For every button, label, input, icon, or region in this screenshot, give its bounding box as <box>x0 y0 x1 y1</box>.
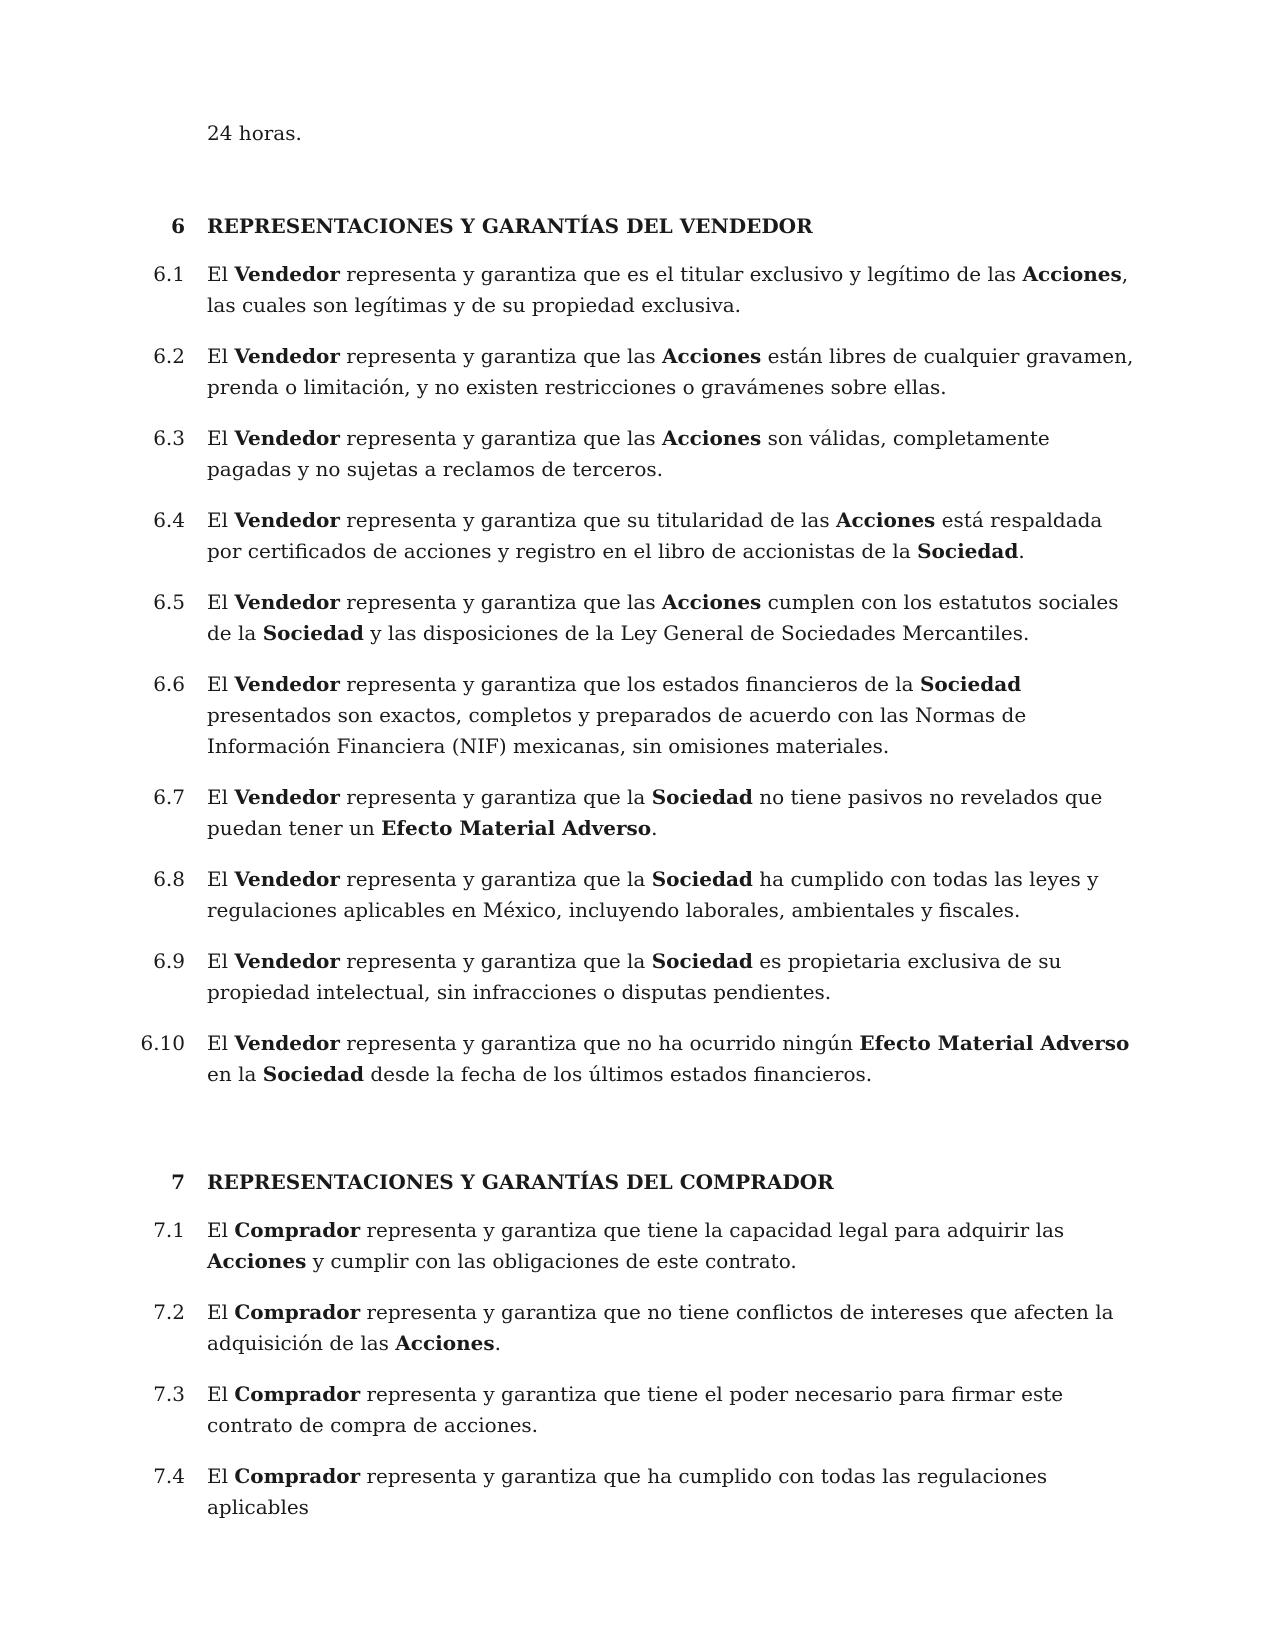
clause-text-run: El <box>207 672 235 696</box>
defined-term: Comprador <box>234 1382 361 1406</box>
clause-text-run: y cumplir con las obligaciones de este contrato. <box>306 1249 797 1273</box>
clause-text <box>207 587 1137 649</box>
clause-number: 6.1 <box>153 262 185 286</box>
defined-term: Acciones <box>661 344 762 368</box>
clause-text-run: desde la fecha de los últimos estados financieros. <box>363 1062 873 1086</box>
defined-term: Acciones <box>835 508 936 532</box>
clause-text <box>207 505 1137 567</box>
clause-text-run: son válidas, completamente pagadas y no sujetas a reclamos de terceros. <box>207 426 1050 481</box>
clause-text-run: representa y garantiza que es el titular exclusivo y legítimo de las <box>339 262 1023 286</box>
defined-term: Comprador <box>234 1300 361 1324</box>
clause-text-run: no tiene pasivos no revelados que puedan tener un <box>207 785 1103 840</box>
clause-number: 6.3 <box>153 426 185 450</box>
clause-text-run: El <box>207 785 235 809</box>
defined-term: Vendedor <box>234 672 340 696</box>
defined-term: Acciones <box>1022 262 1122 286</box>
clause-text-run: representa y garantiza que tiene el poder necesario para firmar este contrato de compra de acciones. <box>207 1382 1064 1437</box>
clause-number: 6.4 <box>153 508 185 532</box>
clause-text-run: representa y garantiza que las <box>339 590 662 614</box>
clause-text <box>207 341 1137 403</box>
clause-number: 7.1 <box>153 1218 185 1242</box>
clause-text-run: El <box>207 1464 235 1488</box>
clause-number: 7.2 <box>153 1300 185 1324</box>
clause-text-run: está respaldada por certificados de acciones y registro en el libro de accionistas de la <box>207 508 1103 563</box>
clause-text-run: El <box>207 344 235 368</box>
clause-text <box>207 1379 1137 1441</box>
defined-term: Acciones <box>207 1249 307 1273</box>
clause-number: 6.7 <box>153 785 185 809</box>
defined-term: Comprador <box>234 1218 361 1242</box>
clause-text <box>207 1215 1137 1277</box>
clause-text <box>207 669 1137 762</box>
defined-term: Vendedor <box>234 1031 340 1055</box>
section-title: REPRESENTACIONES Y GARANTÍAS DEL VENDEDOR <box>207 214 813 238</box>
clause-text-run: . <box>494 1331 501 1355</box>
clause-text-run: El <box>207 1218 235 1242</box>
clause-text-run: representa y garantiza que la <box>339 867 652 891</box>
clause-text-run: representa y garantiza que las <box>339 426 662 450</box>
clause-number: 6.8 <box>153 867 185 891</box>
clause-number: 7.4 <box>153 1464 185 1488</box>
clause-text-run: . <box>651 816 658 840</box>
clause-text <box>207 946 1137 1008</box>
defined-term: Vendedor <box>234 949 340 973</box>
clause-text-run: representa y garantiza que no ha ocurrido ningún <box>339 1031 860 1055</box>
defined-term: Comprador <box>234 1464 361 1488</box>
clause-text-run: cumplen con los estatutos sociales de la <box>207 590 1119 645</box>
clause-text <box>207 1028 1137 1090</box>
clause-text-run: representa y garantiza que la <box>339 785 652 809</box>
defined-term: Vendedor <box>234 344 340 368</box>
defined-term: Sociedad <box>917 539 1019 563</box>
clause-text-run: , las cuales son legítimas y de su propiedad exclusiva. <box>207 262 1129 317</box>
clause-text-run: representa y garantiza que tiene la capacidad legal para adquirir las <box>360 1218 1065 1242</box>
clause-text-run: están libres de cualquier gravamen, prenda o limitación, y no existen restricciones o gravámenes sobre ellas. <box>207 344 1134 399</box>
continued-text: 24 horas. <box>207 121 302 145</box>
defined-term: Efecto Material Adverso <box>859 1031 1130 1055</box>
clause-text-run: El <box>207 590 235 614</box>
clause-text-run: presentados son exactos, completos y preparados de acuerdo con las Normas de Información Financiera (NIF) mexicanas, sin omisiones materiales. <box>207 703 1027 758</box>
clause-number: 6.9 <box>153 949 185 973</box>
defined-term: Sociedad <box>262 621 364 645</box>
defined-term: Acciones <box>661 426 762 450</box>
defined-term: Sociedad <box>651 867 753 891</box>
defined-term: Sociedad <box>651 949 753 973</box>
clause-text-run: El <box>207 508 235 532</box>
clause-text <box>207 259 1137 321</box>
defined-term: Vendedor <box>234 262 340 286</box>
clause-text <box>207 782 1137 844</box>
clause-text-run: en la <box>207 1062 263 1086</box>
clause-text-run: El <box>207 867 235 891</box>
clause-text-run: El <box>207 1300 235 1324</box>
defined-term: Vendedor <box>234 867 340 891</box>
defined-term: Sociedad <box>262 1062 364 1086</box>
clause-text-run: El <box>207 262 235 286</box>
clause-text-run: El <box>207 949 235 973</box>
section-number: 7 <box>171 1170 185 1194</box>
defined-term: Acciones <box>395 1331 495 1355</box>
clause-text-run: ha cumplido con todas las leyes y regulaciones aplicables en México, incluyendo laborales, ambientales y fiscales. <box>207 867 1099 922</box>
clause-text <box>207 423 1137 485</box>
section-number: 6 <box>171 214 185 238</box>
section-title: REPRESENTACIONES Y GARANTÍAS DEL COMPRADOR <box>207 1170 834 1194</box>
clause-number: 6.10 <box>140 1031 185 1055</box>
defined-term: Vendedor <box>234 426 340 450</box>
clause-text <box>207 1297 1137 1359</box>
clause-text-run: representa y garantiza que las <box>339 344 662 368</box>
clause-number: 6.6 <box>153 672 185 696</box>
clause-text-run: y las disposiciones de la Ley General de Sociedades Mercantiles. <box>363 621 1030 645</box>
clause-number: 6.2 <box>153 344 185 368</box>
clause-text <box>207 864 1137 926</box>
clause-number: 7.3 <box>153 1382 185 1406</box>
clause-text-run: El <box>207 1382 235 1406</box>
defined-term: Acciones <box>661 590 762 614</box>
clause-text-run: El <box>207 426 235 450</box>
clause-text-run: representa y garantiza que la <box>339 949 652 973</box>
clause-text-run: es propietaria exclusiva de su propiedad intelectual, sin infracciones o disputas pendientes. <box>207 949 1062 1004</box>
defined-term: Sociedad <box>651 785 753 809</box>
clause-text-run: representa y garantiza que su titularidad de las <box>339 508 836 532</box>
clause-number: 6.5 <box>153 590 185 614</box>
defined-term: Sociedad <box>919 672 1022 696</box>
clause-text <box>207 1461 1137 1523</box>
defined-term: Vendedor <box>234 508 340 532</box>
clause-text-run: representa y garantiza que ha cumplido con todas las regulaciones aplicables <box>207 1464 1048 1519</box>
defined-term: Efecto Material Adverso <box>381 816 652 840</box>
defined-term: Vendedor <box>234 590 340 614</box>
clause-text-run: representa y garantiza que los estados financieros de la <box>339 672 920 696</box>
defined-term: Vendedor <box>234 785 340 809</box>
clause-text-run: El <box>207 1031 235 1055</box>
clause-text-run: representa y garantiza que no tiene conflictos de intereses que afecten la adquisición de las <box>207 1300 1114 1355</box>
clause-text-run: . <box>1018 539 1025 563</box>
